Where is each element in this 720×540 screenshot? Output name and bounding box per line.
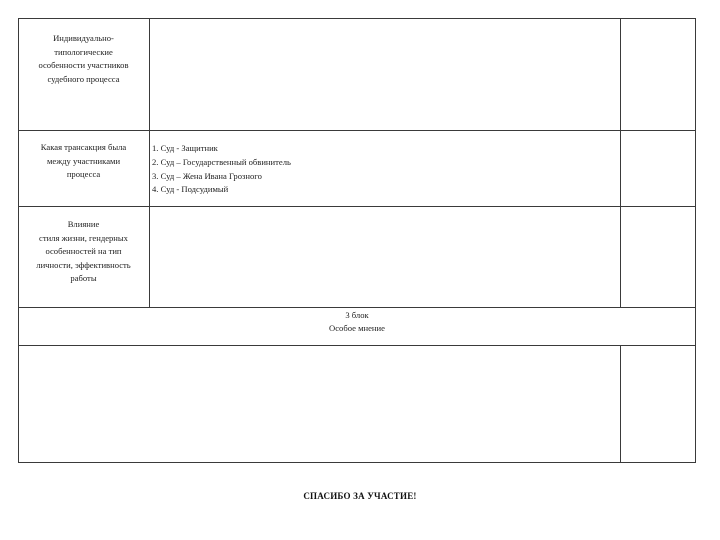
transaction-list	[152, 142, 291, 197]
list-item: 1. Суд - Защитник	[152, 143, 218, 153]
row3-label-line: Влияние	[67, 219, 100, 229]
list-item: 2. Суд – Государственный обвинитель	[152, 156, 291, 167]
row3-label-line: стиля жизни, гендерных	[39, 232, 128, 243]
section-title: Особое мнение	[329, 322, 385, 333]
row1-label-line: судебного процесса	[47, 73, 120, 84]
row2-label-line: Какая трансакция была	[40, 142, 127, 152]
row1-label	[18, 32, 149, 86]
row3-label-line: особенностей на тип	[45, 246, 122, 256]
list-item: 3. Суд – Жена Ивана Грозного	[152, 170, 262, 181]
list-item: 4. Суд - Подсудимый	[152, 184, 229, 195]
section3-header	[18, 309, 696, 334]
closing-message: СПАСИБО ЗА УЧАСТИЕ!	[303, 491, 417, 501]
row-divider-2	[18, 206, 696, 207]
row1-label-line: типологические	[54, 46, 113, 57]
row2-label-line: между участниками	[46, 155, 121, 166]
column-divider-score	[620, 18, 621, 307]
row-divider-3	[18, 307, 696, 308]
column-divider-score-bottom	[620, 345, 621, 463]
row3-label-line: работы	[70, 273, 97, 283]
block-label: 3 блок	[345, 310, 369, 320]
row1-label-line: особенности участников	[38, 60, 129, 70]
row3-label-line: личности, эффективность	[36, 259, 131, 270]
row1-label-line: Индивидуально-	[53, 33, 114, 43]
row2-label	[18, 141, 149, 182]
row3-label	[18, 218, 149, 286]
row2-label-line: процесса	[66, 169, 101, 179]
row-divider-1	[18, 130, 696, 131]
column-divider-label	[149, 18, 150, 307]
row-divider-4	[18, 345, 696, 346]
